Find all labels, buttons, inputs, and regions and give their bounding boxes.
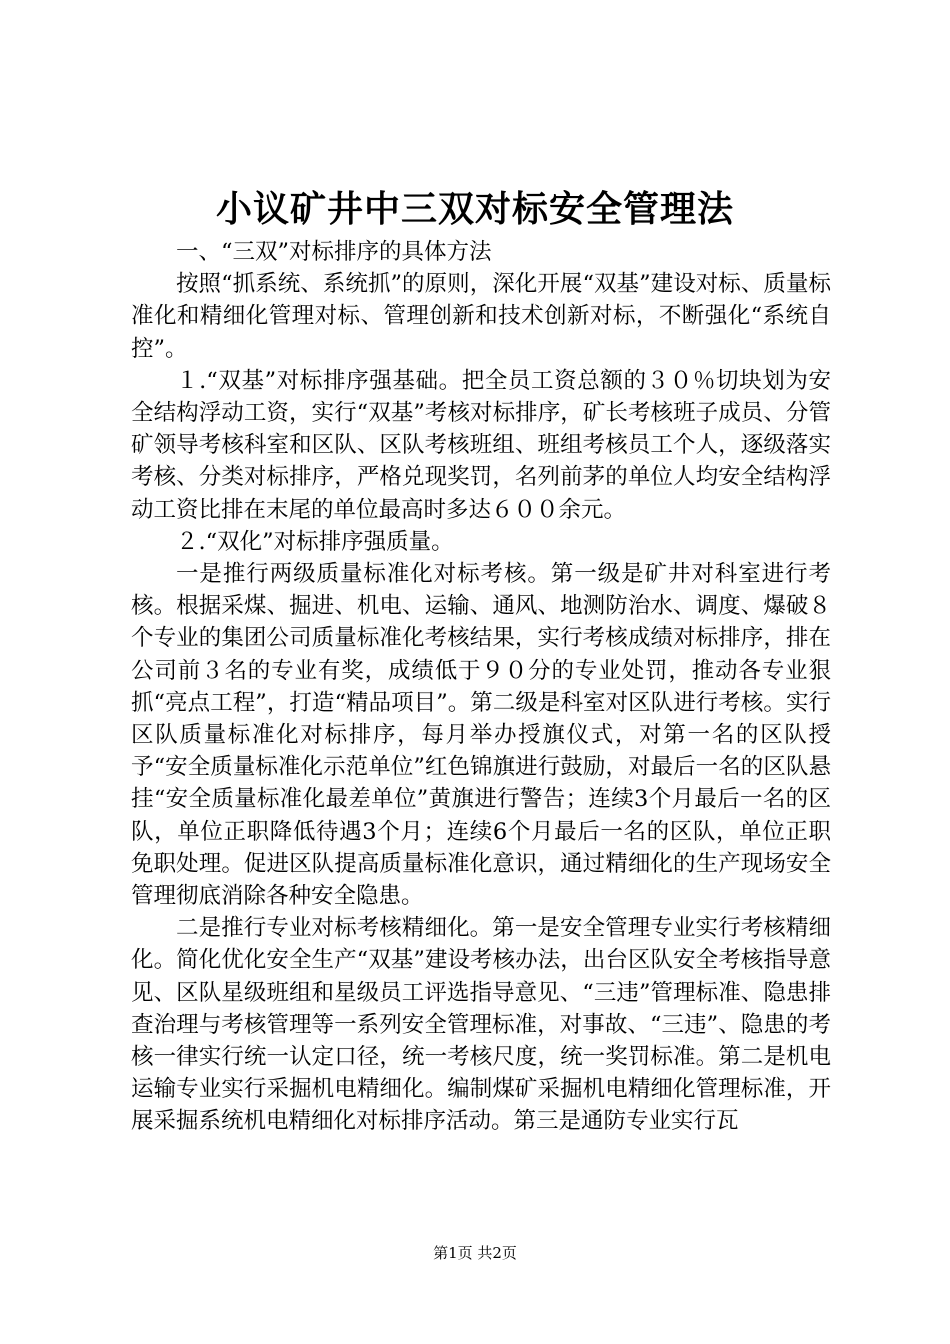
page-footer: 第1页 共2页: [433, 1244, 517, 1262]
paragraph: 一是推行两级质量标准化对标考核。第一级是矿井对科室进行考核。根据采煤、掘进、机电、运输、通风、地测防治水、调度、爆破８个专业的集团公司质量标准化考核结果，实行考核成绩对标排序，排在公司前３名的专业有奖，成绩低于９０分的专业处罚，推动各专业狠抓“亮点工程”，打造“精品项目”。第二级是科室对区队进行考核。实行区队质量标准化对标排序，每月举办授旗仪式，对第一名的区队授予“安全质量标准化示范单位”红色锦旗进行鼓励，对最后一名的区队悬挂“安全质量标准化最差单位”黄旗进行警告；连续3个月最后一名的区队，单位正职降低待遇3个月；连续6个月最后一名的区队，单位正职免职处理。促进区队提高质量标准化意识，通过精细化的生产现场安全管理彻底消除各种安全隐患。: [131, 561, 831, 910]
document-title: 小议矿井中三双对标安全管理法: [215, 188, 734, 230]
paragraph: 按照“抓系统、系统抓”的原则，深化开展“双基”建设对标、质量标准化和精细化管理对标、管理创新和技术创新对标，不断强化“系统自控”。: [131, 271, 831, 362]
paragraph: １.“双基”对标排序强基础。把全员工资总额的３０％切块划为安全结构浮动工资，实行“双基”考核对标排序，矿长考核班子成员、分管矿领导考核科室和区队、区队考核班组、班组考核员工个人，逐级落实考核、分类对标排序，严格兑现奖罚，名列前茅的单位人均安全结构浮动工资比排在末尾的单位最高时多达６００余元。: [131, 367, 831, 523]
document-body: [131, 236, 831, 1138]
subsection-heading: ２.“双化”对标排序强质量。: [176, 528, 454, 555]
section-heading: 一、“三双”对标排序的具体方法: [176, 239, 492, 265]
paragraph: 二是推行专业对标考核精细化。第一是安全管理专业实行考核精细化。简化优化安全生产“双基”建设考核办法，出台区队安全考核指导意见、区队星级班组和星级员工评选指导意见、“三违”管理标准、隐患排查治理与考核管理等一系列安全管理标准，对事故、“三违”、隐患的考核一律实行统一认定口径，统一考核尺度，统一奖罚标准。第二是机电运输专业实行采掘机电精细化。编制煤矿采掘机电精细化管理标准，开展采掘系统机电精细化对标排序活动。第三是通防专业实行瓦: [131, 915, 831, 1135]
